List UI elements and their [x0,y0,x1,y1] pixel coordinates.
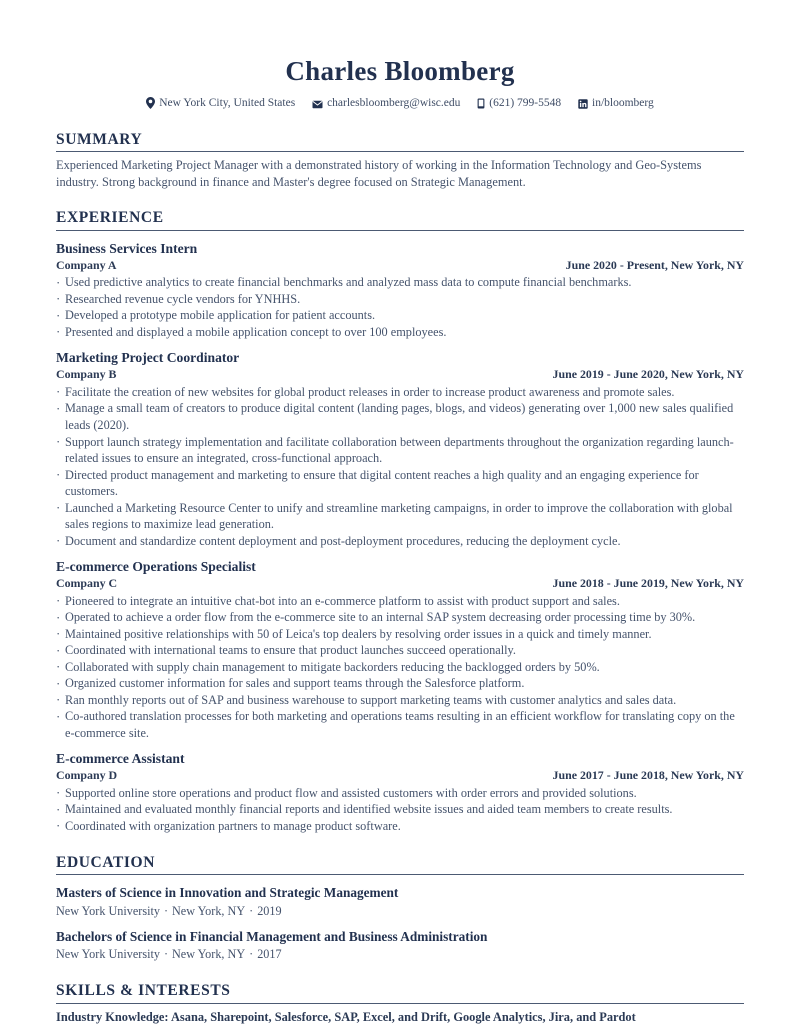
section-skills [56,982,744,1026]
education-item [56,928,744,963]
job-meta [56,258,744,273]
resume-content [56,55,744,1025]
job-dates: June 2017 - June 2018, New York, NY [552,768,744,783]
job-meta [56,768,744,783]
experience-item [56,559,744,741]
job-bullet: · Researched revenue cycle vendors for YNHHS. [56,291,744,308]
job-bullet: · Operated to achieve a order flow from the e-commerce site to an internal SAP system decreasing order processing time by 30%. [56,609,744,626]
separator-dot: · [249,903,254,918]
contact-phone [477,96,561,111]
job-bullet: · Maintained positive relationships with 50 of Leica's top dealers by resolving order issues in a quick and timely manner. [56,626,744,643]
job-bullet: · Document and standardize content deployment and post-deployment procedures, reducing the deployment cycle. [56,533,744,550]
job-bullet: · Support launch strategy implementation and facilitate collaboration between departments throughout the organization regarding launch-related issues to ensure an integrated, cross-functional approach. [56,434,744,467]
job-bullet: · Launched a Marketing Resource Center to unify and streamline marketing campaigns, in order to improve the collaboration with global sales regions to maximize lead generation. [56,500,744,533]
job-company: Company A [56,257,117,272]
job-dates: June 2020 - Present, New York, NY [565,257,744,272]
job-bullet: · Presented and displayed a mobile application concept to over 100 employees. [56,324,744,341]
education-location: New York, NY [172,947,246,962]
job-bullet: · Used predictive analytics to create financial benchmarks and analyzed mass data to compute financial benchmarks. [56,274,744,291]
section-education [56,854,744,963]
education-degree: Bachelors of Science in Financial Management and Business Administration [56,929,488,945]
experience-item [56,751,744,834]
job-bullet: · Supported online store operations and product flow and assisted customers with order errors and provided solutions. [56,785,744,802]
job-bullet: · Maintained and evaluated monthly financial reports and identified website issues and aided team members to create results. [56,801,744,818]
resume-header [56,55,744,112]
skills-text: Industry Knowledge: Asana, Sharepoint, Salesforce, SAP, Excel, and Drift, Google Analytics, Jira, and Pardot [56,1009,636,1024]
job-bullet: · Manage a small team of creators to produce digital content (landing pages, blogs, and videos) generating over 1,000 new sales qualified leads (2020). [56,400,744,433]
section-divider [56,230,744,231]
section-title-skills: SKILLS & INTERESTS [56,981,231,999]
section-divider [56,1003,744,1004]
job-title: Business Services Intern [56,240,198,256]
separator-dot: · [249,947,254,962]
job-bullet: · Pioneered to integrate an intuitive chat-bot into an e-commerce platform to assist with product support and sales. [56,593,744,610]
separator-dot: · [163,903,168,918]
job-bullet: · Coordinated with international teams to ensure that product launches succeed operationally. [56,642,744,659]
section-title-summary: SUMMARY [56,130,143,148]
contact-location [146,96,295,111]
job-bullet: · Collaborated with supply chain management to mitigate backorders reducing the backlogged orders by 50%. [56,659,744,676]
education-item [56,884,744,919]
page-title: Charles Bloomberg [285,56,515,86]
section-title-education: EDUCATION [56,853,155,871]
contact-row [56,96,744,111]
education-degree: Masters of Science in Innovation and Strategic Management [56,885,399,901]
contact-email-text: charlesbloomberg@wisc.edu [327,97,461,110]
job-meta [56,576,744,591]
location-pin-icon [146,97,155,109]
job-title: E-commerce Assistant [56,751,185,767]
job-bullet: · Developed a prototype mobile application for patient accounts. [56,307,744,324]
envelope-icon [312,100,323,109]
section-divider [56,151,744,152]
job-bullets [56,274,744,340]
job-dates: June 2019 - June 2020, New York, NY [552,367,744,382]
job-meta [56,367,744,382]
job-company: Company B [56,367,117,382]
job-bullets [56,384,744,549]
contact-location-text: New York City, United States [159,97,296,110]
job-bullet: · Coordinated with organization partners to manage product software. [56,818,744,835]
job-bullet: · Facilitate the creation of new websites for global product releases in order to increase product awareness and promote sales. [56,384,744,401]
job-bullets [56,785,744,835]
job-bullet: · Organized customer information for sales and support teams through the Salesforce platform. [56,675,744,692]
job-bullet: · Co-authored translation processes for both marketing and operations teams resulting in an efficient workflow for translating copy on the e-commerce site. [56,708,744,741]
summary-text: Experienced Marketing Project Manager with a demonstrated history of working in the Information Technology and Geo-Systems industry. Strong background in finance and Master's degree focused on Strategic Management. [56,158,702,189]
education-location: New York, NY [172,903,246,918]
separator-dot: · [163,947,168,962]
section-divider [56,874,744,875]
linkedin-icon [578,99,588,109]
job-bullet: · Directed product management and marketing to ensure that digital content reaches a high quality and an engaging experience for customers. [56,467,744,500]
education-meta [56,946,744,962]
education-meta [56,903,744,919]
education-year: 2017 [257,947,282,962]
job-bullets [56,593,744,742]
job-title: E-commerce Operations Specialist [56,559,256,575]
experience-item [56,241,744,341]
education-school: New York University [56,947,160,962]
section-summary [56,131,744,191]
section-experience [56,209,744,834]
job-company: Company D [56,768,118,783]
job-title: Marketing Project Coordinator [56,350,240,366]
education-school: New York University [56,903,160,918]
contact-email[interactable] [312,96,460,111]
contact-linkedin-text: in/bloomberg [592,97,654,110]
contact-phone-text: (621) 799-5548 [489,97,562,110]
phone-icon [477,98,485,109]
contact-linkedin[interactable] [578,96,654,111]
experience-item [56,350,744,549]
job-company: Company C [56,576,118,591]
job-bullet: · Ran monthly reports out of SAP and business warehouse to support marketing teams with customer analytics and sales data. [56,692,744,709]
education-year: 2019 [257,903,282,918]
section-title-experience: EXPERIENCE [56,209,164,227]
job-dates: June 2018 - June 2019, New York, NY [552,576,744,591]
